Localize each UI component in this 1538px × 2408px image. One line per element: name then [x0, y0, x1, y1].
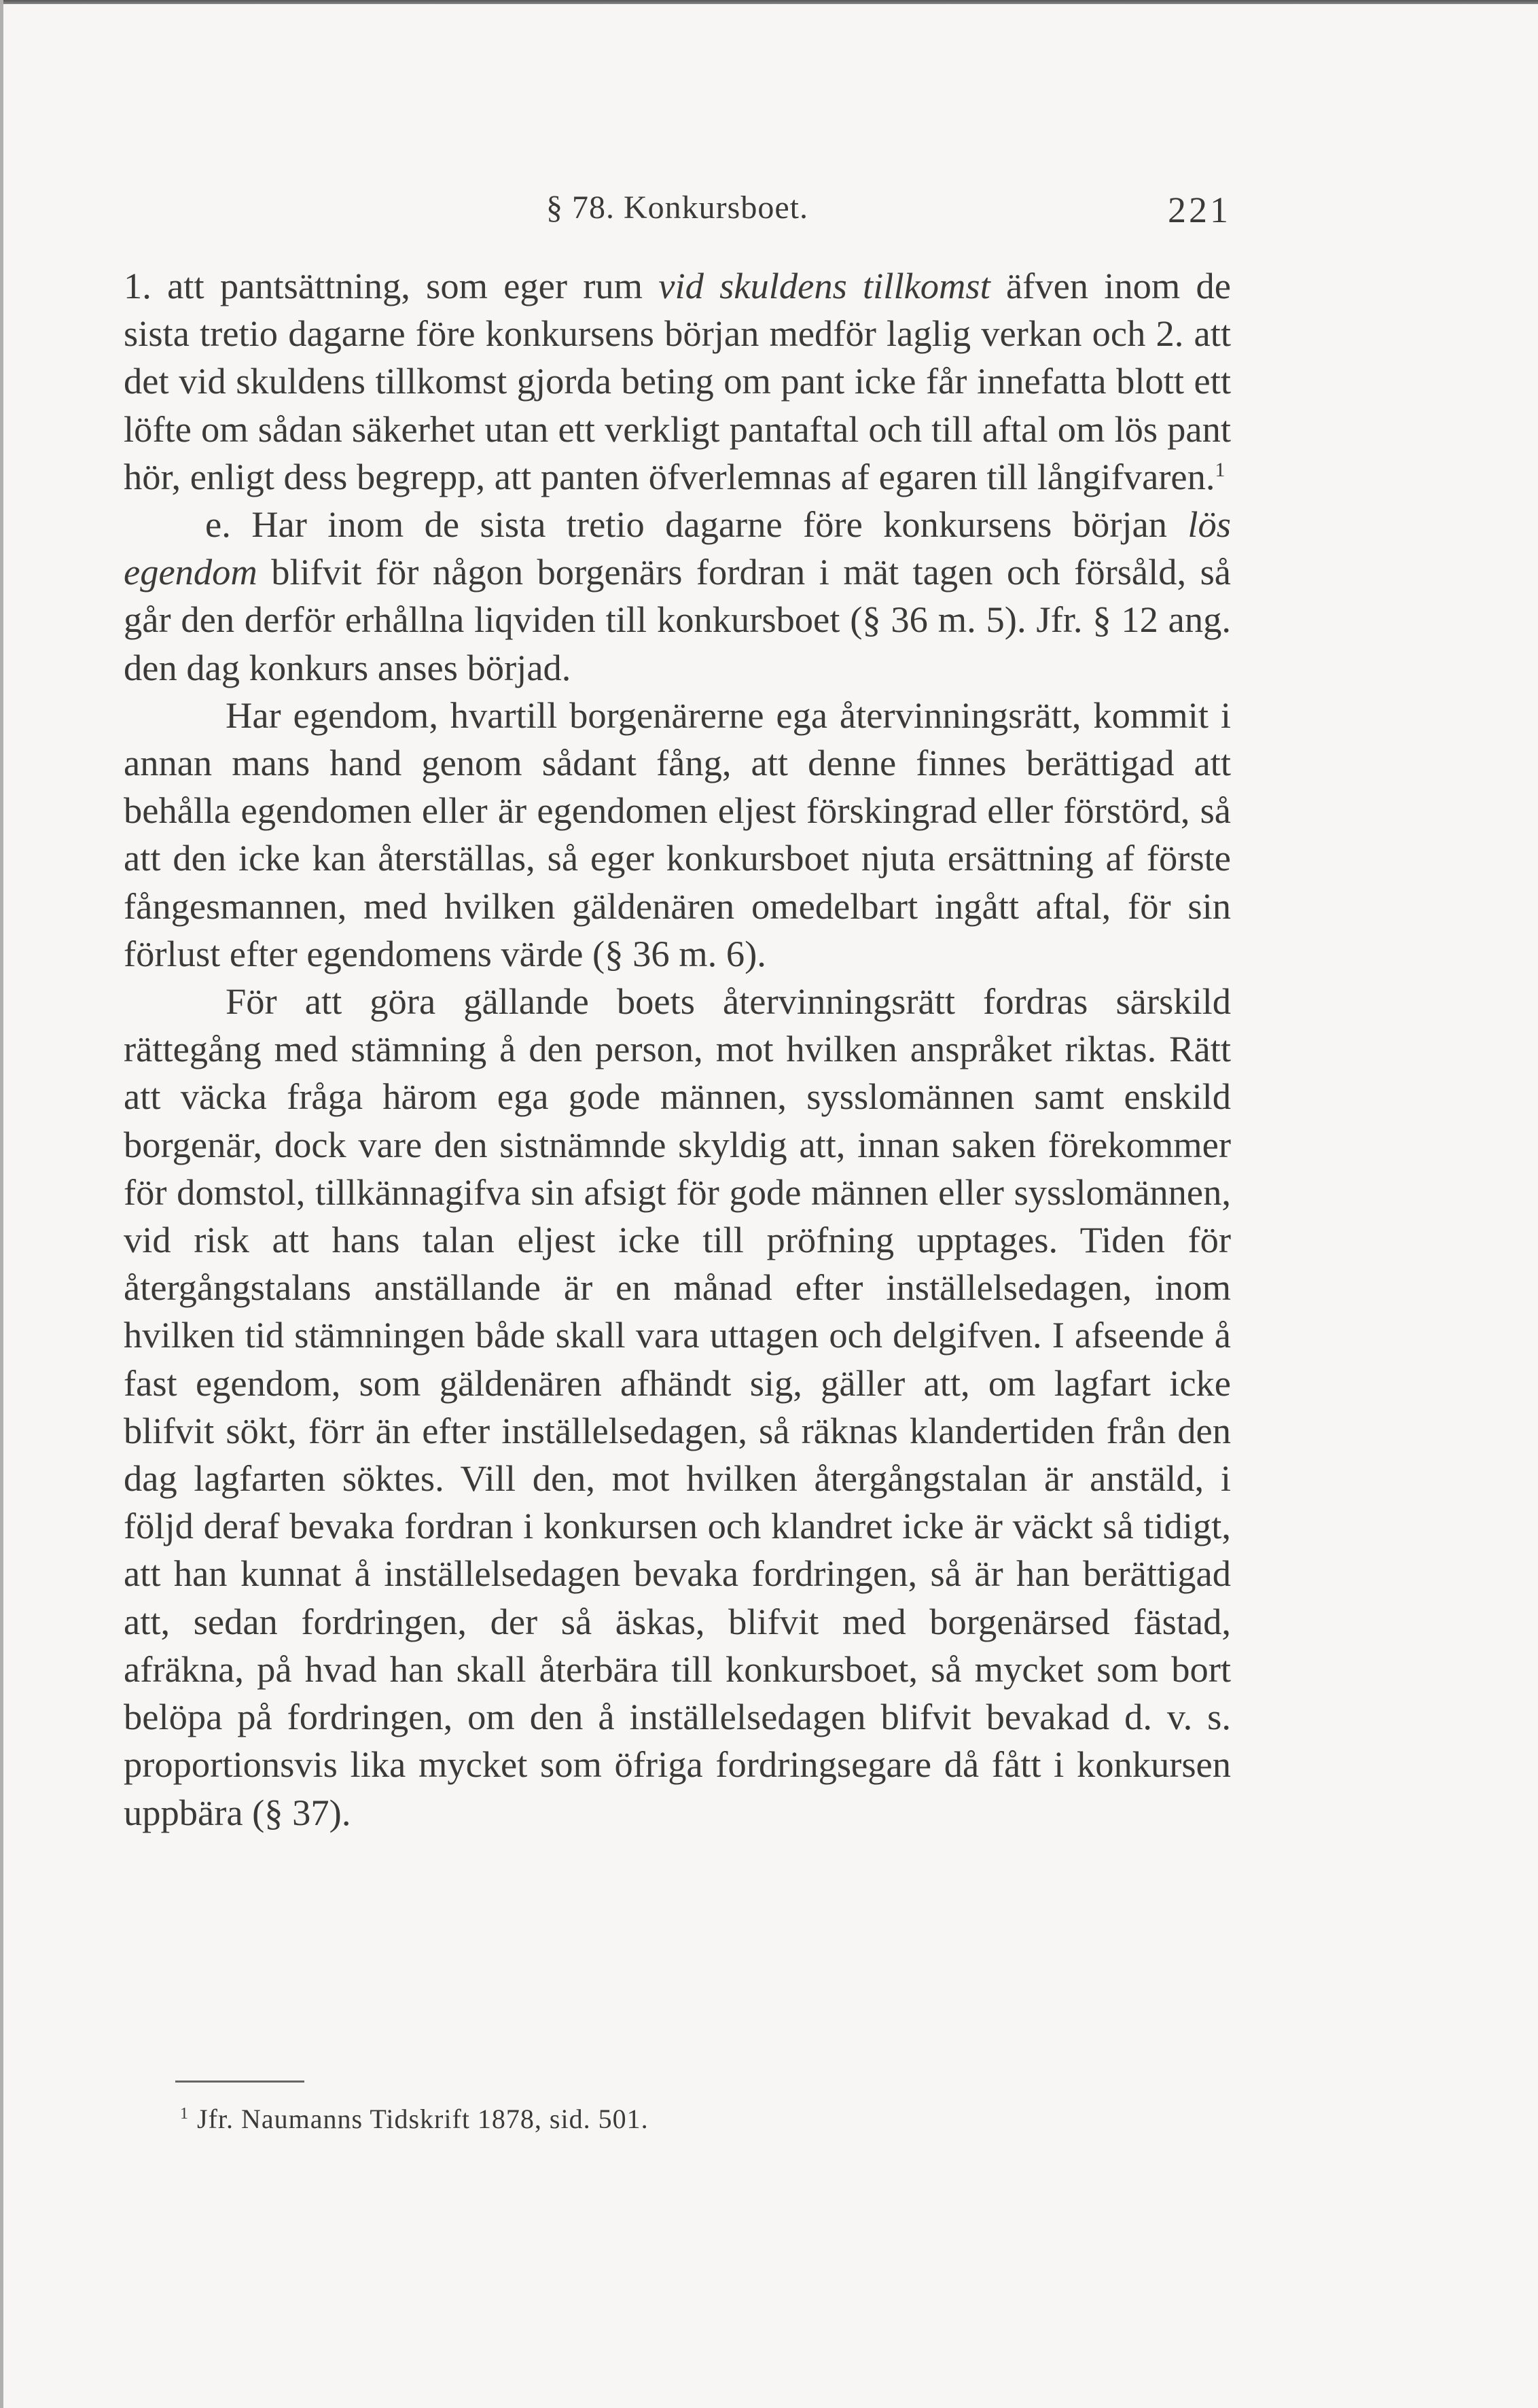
footnote-text: Jfr. Naumanns Tidskrift 1878, sid. 501. — [197, 2104, 649, 2134]
paragraph-1 — [124, 262, 1231, 501]
paragraph-1-italic: vid skuldens tillkomst — [658, 265, 990, 306]
scan-left-edge — [0, 0, 3, 2408]
paragraph-2 — [124, 501, 1231, 692]
footnote-mark: 1 — [180, 2104, 189, 2123]
page-body — [124, 262, 1231, 1837]
paragraph-1-start: 1. att pantsättning, som eger rum — [124, 265, 659, 306]
paragraph-2-end: blifvit för någon borgenärs fordran i mät tagen och försåld, så går den derför erhållna liqviden till konkursboet (§ 36 m. 5). Jfr. § 12 ang. den dag konkurs anses börjad. — [124, 551, 1231, 688]
paragraph-4: För att göra gällande boets återvinningsrätt fordras särskild rättegång med stämning å den person, mot hvilken anspråket riktas. Rätt att väcka fråga härom ega gode männen, sysslomännen samt enskild borgenär, dock vare den sistnämnde skyldig att, innan saken förekommer för domstol, tillkännagifva sin afsigt för gode männen eller sysslomännen, vid risk att hans talan eljest icke till pröfning upptages. Tiden för återgångstalans anställande är en månad efter inställelsedagen, inom hvilken tid stämningen både skall vara uttagen och delgifven. I afseende å fast egendom, som gäldenären afhändt sig, gäller att, om lagfart icke blifvit sökt, förr än efter inställelsedagen, så räknas klandertiden från den dag lagfarten söktes. Vill den, mot hvilken återgångstalan är anstäld, i följd deraf bevaka fordran i konkursen och klandret icke är väckt så tidigt, att han kunnat å inställelsedagen bevaka fordringen, så är han berättigad att, sedan fordringen, der så äskas, blifvit med borgenärsed fästad, afräkna, på hvad han skall återbära till konkursboet, så mycket som bort belöpa på fordringen, om den å inställelsedagen blifvit bevakad d. v. s. proportionsvis lika mycket som öfriga fordringsegare då fått i konkursen uppbära (§ 37). — [124, 980, 1231, 1833]
scan-top-edge — [0, 0, 1538, 4]
footnote — [180, 2103, 649, 2135]
paragraph-3: Har egendom, hvartill borgenärerne ega återvinningsrätt, kommit i annan mans hand genom sådant fång, att denne finnes berättigad att behålla egendomen eller är egendomen eljest förskingrad eller förstörd, så att den icke kan återställas, så eger konkursboet njuta ersättning af förste fångesmannen, med hvilken gäldenären omedelbart ingått aftal, för sin förlust efter egendomens värde (§ 36 m. 6). — [124, 694, 1231, 974]
footnote-reference: 1 — [1215, 458, 1226, 481]
paragraph-2-start: e. Har inom de sista tretio dagarne före konkursens början — [205, 503, 1188, 546]
running-header — [124, 183, 1231, 238]
paragraph-2-italic: lös egendom — [124, 503, 1231, 593]
footnote-divider — [175, 2081, 304, 2083]
header-title: § 78. Konkursboet. — [546, 190, 808, 226]
paragraph-1-end: äfven inom de sista tretio dagarne före konkursens början medför laglig verkan och 2. att det vid skuldens tillkomst gjorda beting om pant icke får innefatta blott ett löfte om sådan säkerhet utan ett verkligt pantaftal och till aftal om lös pant hör, enligt dess begrepp, att panten öfverlemnas af egaren till långifvaren. — [124, 265, 1231, 497]
page-number: 221 — [1168, 190, 1231, 230]
